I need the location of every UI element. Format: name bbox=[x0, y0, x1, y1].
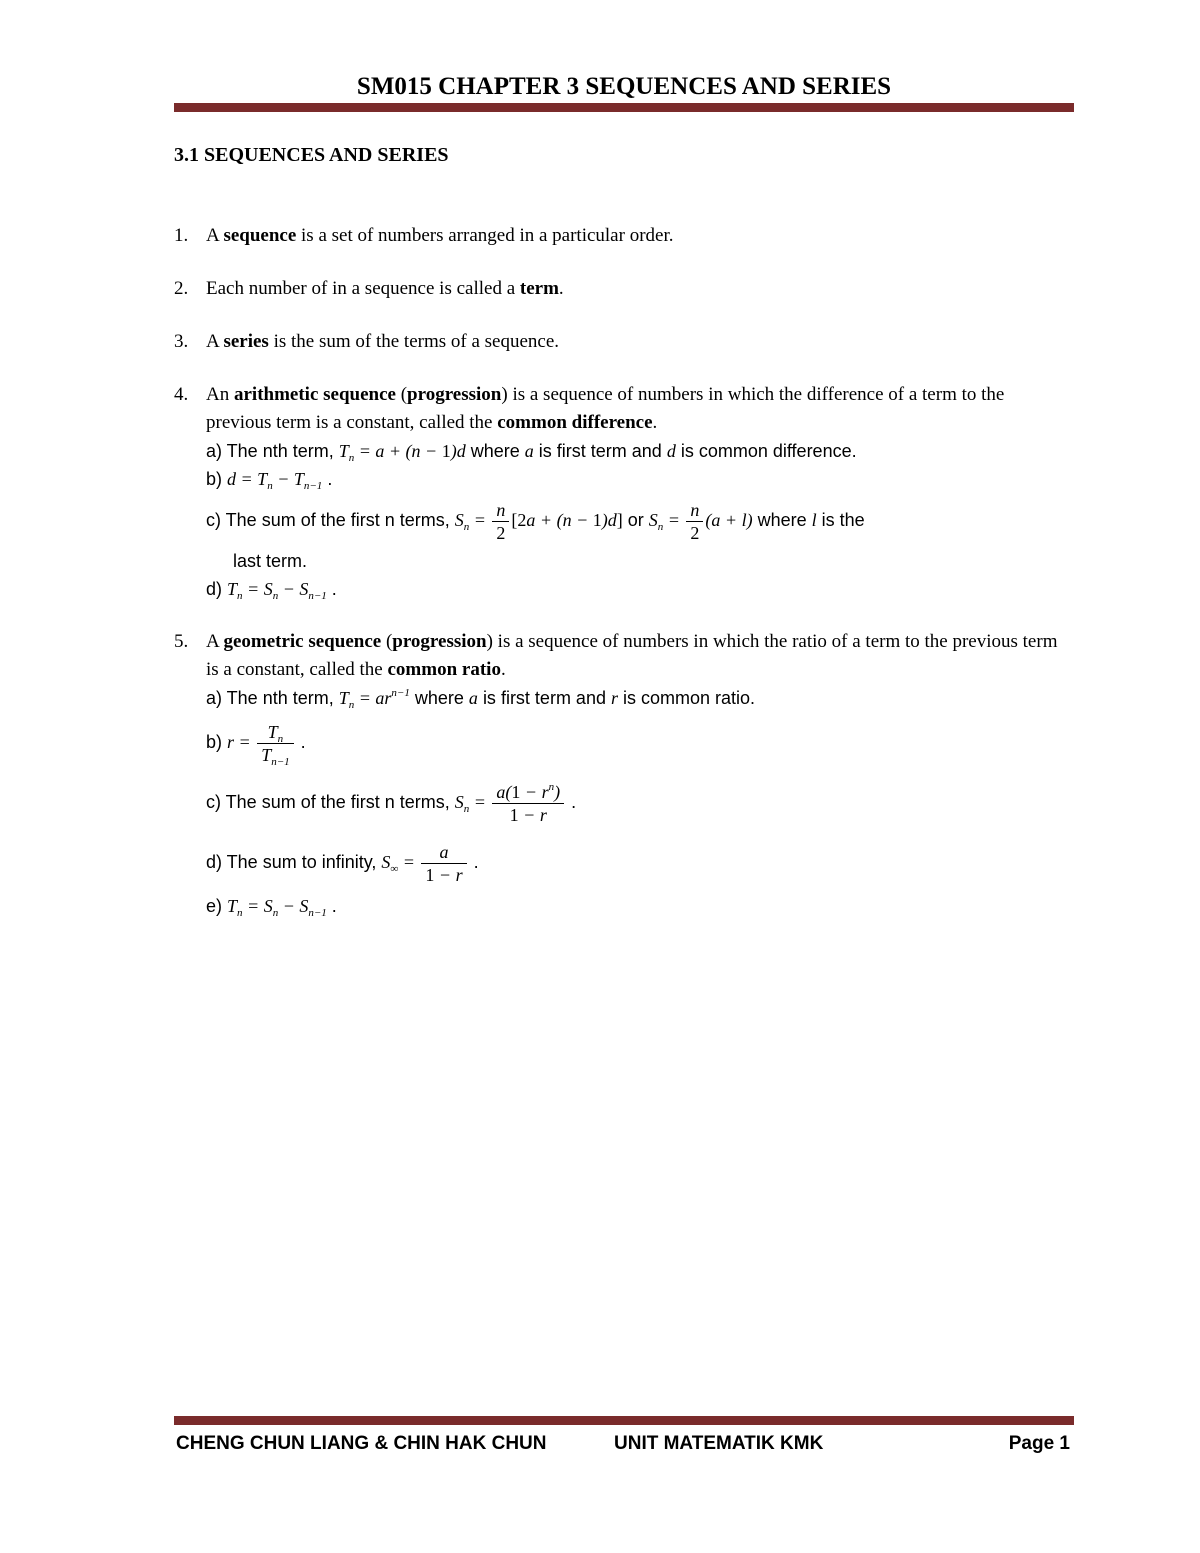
item-number: 1. bbox=[174, 225, 189, 246]
item-text: . bbox=[652, 412, 658, 433]
geo-sum: c) The sum of the first n terms, $S_n$ = $\frac{a(1 - r^n)}{1 - r}$ . bbox=[206, 781, 577, 826]
arith-common-difference: b) $d = T_n - T_{n-1}$ . bbox=[206, 469, 333, 492]
formula-arith-term-from-sum: $T_n = S_n - S_{n-1}$ bbox=[227, 579, 327, 602]
list-item-2 bbox=[174, 275, 1074, 303]
item-number: 5. bbox=[174, 631, 189, 652]
sub-text: is first term and bbox=[482, 688, 606, 708]
page-footer bbox=[174, 1430, 1074, 1458]
symbol-a: a bbox=[468, 688, 478, 708]
page-number: Page 1 bbox=[1008, 1433, 1070, 1454]
item-text: ) is a sequence of numbers in which the ratio of a term to the previous term is a constant, called the bbox=[206, 631, 1058, 680]
item-text: . bbox=[558, 278, 564, 299]
list-item-1 bbox=[174, 222, 1074, 250]
page-title: SM015 CHAPTER 3 SEQUENCES AND SERIES bbox=[356, 73, 892, 100]
formula-arith-nth-term: $T_n = a + (n - 1)d$ bbox=[338, 441, 466, 464]
item-text: is the sum of the terms of a sequence. bbox=[268, 331, 560, 352]
footer-authors: CHENG CHUN LIANG & CHIN HAK CHUN bbox=[176, 1433, 547, 1454]
sub-label: a) The nth term, bbox=[206, 441, 334, 461]
notes-list bbox=[174, 222, 1074, 945]
sub-label: d) bbox=[206, 579, 223, 599]
symbol-a: a bbox=[524, 441, 534, 461]
sub-text: where bbox=[414, 688, 464, 708]
list-item-5 bbox=[174, 628, 1074, 920]
item-number: 2. bbox=[174, 278, 189, 299]
formula-arith-sum-2: $S_n$ = $\frac{n}{2}$ (a + l) bbox=[648, 500, 753, 544]
section-heading: 3.1 SEQUENCES AND SERIES bbox=[174, 144, 449, 166]
term-common-difference: common difference bbox=[497, 412, 653, 433]
term-series: series bbox=[223, 331, 269, 352]
geo-nth-term bbox=[206, 684, 1074, 712]
sub-text: or bbox=[627, 510, 644, 530]
list-item-4 bbox=[174, 381, 1074, 603]
formula-common-difference: $d = T_n - T_{n-1}$ bbox=[227, 469, 323, 492]
arith-sum-cont bbox=[206, 547, 1074, 575]
sub-text: is common ratio. bbox=[623, 688, 756, 708]
sub-label: a) The nth term, bbox=[206, 688, 334, 708]
sub-label: e) bbox=[206, 896, 223, 916]
sub-label: d) The sum to infinity, bbox=[206, 852, 377, 872]
symbol-r: r bbox=[610, 688, 618, 708]
arith-sum bbox=[206, 493, 1074, 547]
term-term: term bbox=[519, 278, 559, 299]
term-progression: progression bbox=[392, 631, 487, 652]
item-number: 3. bbox=[174, 331, 189, 352]
sub-text: where bbox=[470, 441, 520, 461]
sub-text: where bbox=[757, 510, 807, 530]
arith-nth-term bbox=[206, 437, 1074, 465]
term-sequence: sequence bbox=[223, 225, 297, 246]
footer-unit: UNIT MATEMATIK KMK bbox=[614, 1433, 824, 1454]
list-item-3 bbox=[174, 328, 1074, 356]
sub-text: is first term and bbox=[538, 441, 662, 461]
geo-term-from-sum: e) $T_n = S_n - S_{n-1}$ . bbox=[206, 896, 337, 919]
item-text: Each number of in a sequence is called a bbox=[206, 278, 520, 299]
term-arithmetic-sequence: arithmetic sequence bbox=[233, 384, 396, 405]
sub-label: b) bbox=[206, 732, 223, 752]
term-common-ratio: common ratio bbox=[387, 659, 501, 680]
sub-text: is the bbox=[821, 510, 865, 530]
sub-text: last term. bbox=[233, 551, 308, 571]
formula-geo-sum-infinity: $S_\infty$ = $\frac{a}{1 - r}$ bbox=[381, 852, 468, 872]
arith-term-from-sum: d) $T_n = S_n - S_{n-1}$ . bbox=[206, 579, 337, 602]
item-text: A bbox=[206, 225, 224, 246]
item-text: ( bbox=[395, 384, 408, 405]
symbol-d: d bbox=[666, 441, 676, 461]
item-text: is a set of numbers arranged in a particular order. bbox=[296, 225, 674, 246]
item-text: ( bbox=[381, 631, 393, 652]
sub-label: b) bbox=[206, 469, 223, 489]
term-progression: progression bbox=[407, 384, 502, 405]
item-definition bbox=[206, 628, 1074, 684]
sub-label: c) The sum of the first n terms, bbox=[206, 792, 450, 812]
sub-text: is common difference. bbox=[680, 441, 857, 461]
footer-rule bbox=[174, 1416, 1074, 1425]
sub-label: c) The sum of the first n terms, bbox=[206, 510, 450, 530]
item-text: An bbox=[206, 384, 234, 405]
item-text: ) is a sequence of numbers in which the difference of a term to the previous term is a constant, called the bbox=[206, 384, 1005, 433]
item-number: 4. bbox=[174, 384, 189, 405]
formula-geo-nth-term: $T_n = ar^{n-1}$ bbox=[338, 687, 410, 711]
symbol-l: l bbox=[811, 510, 817, 530]
item-definition bbox=[206, 381, 1074, 437]
header-rule bbox=[174, 103, 1074, 112]
term-geometric-sequence: geometric sequence bbox=[223, 631, 382, 652]
geo-sum-infinity: d) The sum to infinity, $S_\infty$ = $\frac{a}{1 - r}$ . bbox=[206, 842, 479, 886]
item-text: A bbox=[206, 331, 224, 352]
formula-arith-sum-1: $S_n$ = $\frac{n}{2}$ [2a + (n − 1)d] bbox=[454, 500, 623, 544]
item-text: A bbox=[206, 631, 224, 652]
geo-common-ratio: b) r = $\frac{T_n}{T_{n-1}}$ . bbox=[206, 722, 306, 769]
formula-common-ratio: r = $\frac{T_n}{T_{n-1}}$ bbox=[227, 732, 296, 752]
item-text: . bbox=[500, 659, 506, 680]
formula-geo-term-from-sum: $T_n = S_n - S_{n-1}$ bbox=[227, 896, 327, 919]
formula-geo-sum: $S_n$ = $\frac{a(1 - r^n)}{1 - r}$ bbox=[455, 792, 566, 812]
